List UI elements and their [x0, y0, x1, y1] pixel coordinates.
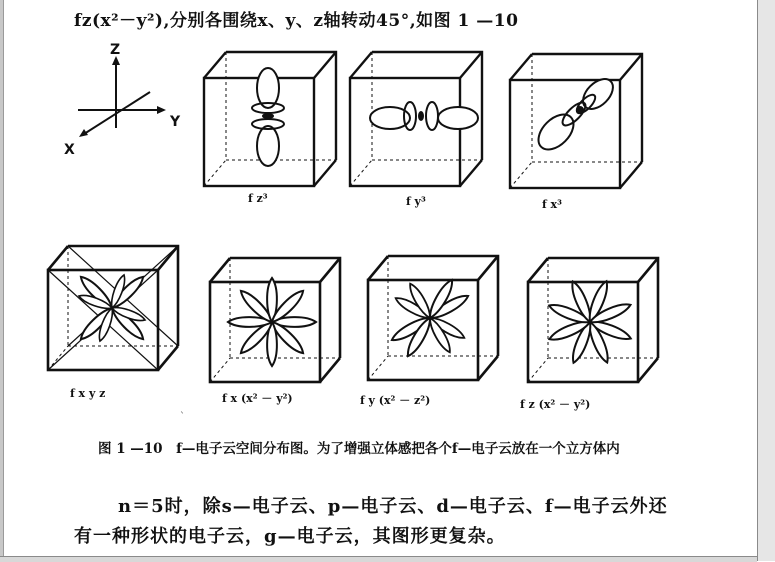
orbital-fy-x2-z2	[368, 256, 498, 380]
viewer-bottom-border	[0, 556, 757, 562]
label-fx3: f x³	[542, 198, 562, 211]
label-fy3: f y³	[406, 195, 426, 208]
coordinate-axes	[64, 42, 181, 158]
orbital-fy3	[350, 52, 482, 186]
viewer-scrollbar[interactable]	[757, 0, 775, 561]
orbital-fz-x2-y2	[528, 258, 658, 382]
orbital-fx-x2-y2	[210, 258, 340, 382]
label-fxyz: f x y z	[70, 387, 106, 400]
body-paragraph: n＝5时，除s—电子云、p—电子云、d—电子云、f—电子云外还有一种形状的电子云，g—电子云，其图形更复杂。	[74, 496, 668, 547]
label-fz3: f z³	[248, 192, 268, 205]
orbital-fx3	[510, 54, 642, 188]
label-fx-x2-y2: f x (x² － y²)	[222, 392, 293, 405]
x-axis-label: X	[64, 142, 75, 158]
orbital-fz3	[204, 52, 336, 186]
page-heading: fz(x²－y²),分别各围绕x、y、z轴转动45°,如图 1 —10	[74, 11, 519, 31]
label-fy-x2-z2: f y (x² － z²)	[360, 394, 431, 407]
y-axis-label: Y	[170, 114, 181, 130]
z-axis-label: Z	[110, 42, 121, 58]
stray-mark: ˋ	[180, 412, 185, 423]
orbital-fxyz	[48, 246, 178, 370]
figure-caption: 图 1 —10 f—电子云空间分布图。为了增强立体感把各个f—电子云放在一个立方体内	[98, 441, 620, 457]
label-fz-x2-y2: f z (x² － y²)	[520, 398, 591, 411]
